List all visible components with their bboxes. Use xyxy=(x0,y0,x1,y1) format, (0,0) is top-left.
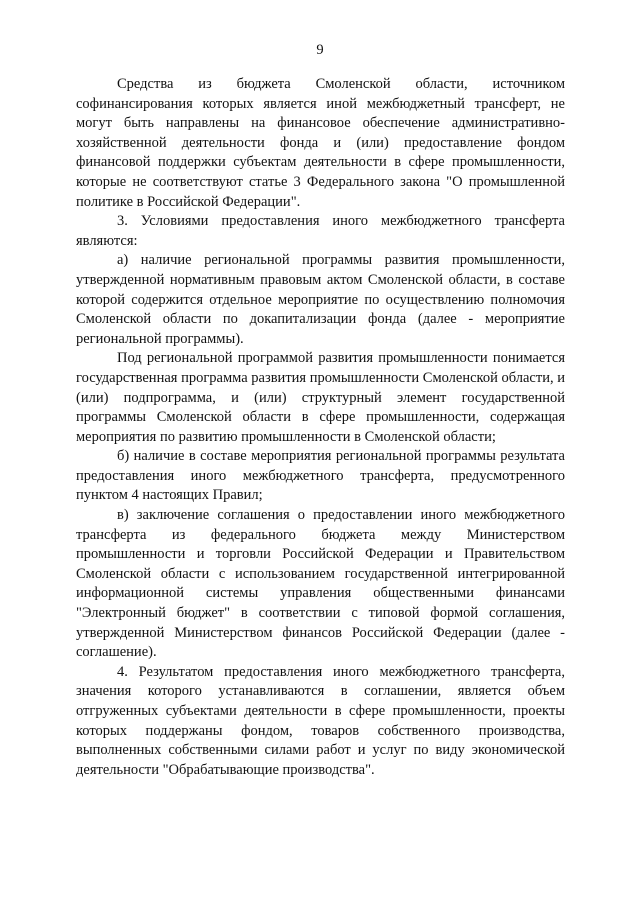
paragraph-condition-a: а) наличие региональной программы развития промышленности, утвержденной нормативным правовым актом Смоленской области, в составе которой содержится отдельное мероприятие по осуществлению полномочия Смоленской области по докапитализации фонда (далее - мероприятие региональной программы). xyxy=(76,252,565,347)
paragraph-funds-restriction: Средства из бюджета Смоленской области, источником софинансирования которых является иной межбюджетный трансферт, не могут быть направлены на финансовое обеспечение административно-хозяйственной деятельности фонда и (или) предоставление фондом финансовой поддержки субъектам деятельности в сфере промышленности, которые не соответствуют статье 3 Федерального закона "О промышленной политике в Российской Федерации". xyxy=(76,76,565,210)
paragraph-condition-b: б) наличие в составе мероприятия региональной программы результата предоставления иного межбюджетного трансферта, предусмотренного пунктом 4 настоящих Правил; xyxy=(76,448,565,504)
page-number: 9 xyxy=(316,42,324,58)
document-body xyxy=(76,75,565,780)
paragraph-result-definition: 4. Результатом предоставления иного межбюджетного трансферта, значения которого устанавливаются в соглашении, является объем отгруженных субъектами деятельности в сфере промышленности, проекты которых поддержаны фондом, товаров собственного производства, выполненных собственными силами работ и услуг по виду экономической деятельности "Обрабатывающие производства". xyxy=(76,663,565,778)
paragraph-conditions-heading: 3. Условиями предоставления иного межбюджетного трансферта являются: xyxy=(76,213,565,249)
paragraph-condition-c: в) заключение соглашения о предоставлении иного межбюджетного трансферта из федерального бюджета между Министерством промышленности и торговли Российской Федерации и Правительством Смоленской области с использованием государственной интегрированной информационной системы управления общественными финансами "Электронный бюджет" в соответствии с типовой формой соглашения, утвержденной Министерством финансов Российской Федерации (далее - соглашение). xyxy=(76,507,565,661)
paragraph-regional-program-definition: Под региональной программой развития промышленности понимается государственная программа развития промышленности Смоленской области, и (или) подпрограмма, и (или) структурный элемент государственной программы Смоленской области в сфере промышленности, содержащая мероприятия по развитию промышленности в Смоленской области; xyxy=(76,350,565,445)
